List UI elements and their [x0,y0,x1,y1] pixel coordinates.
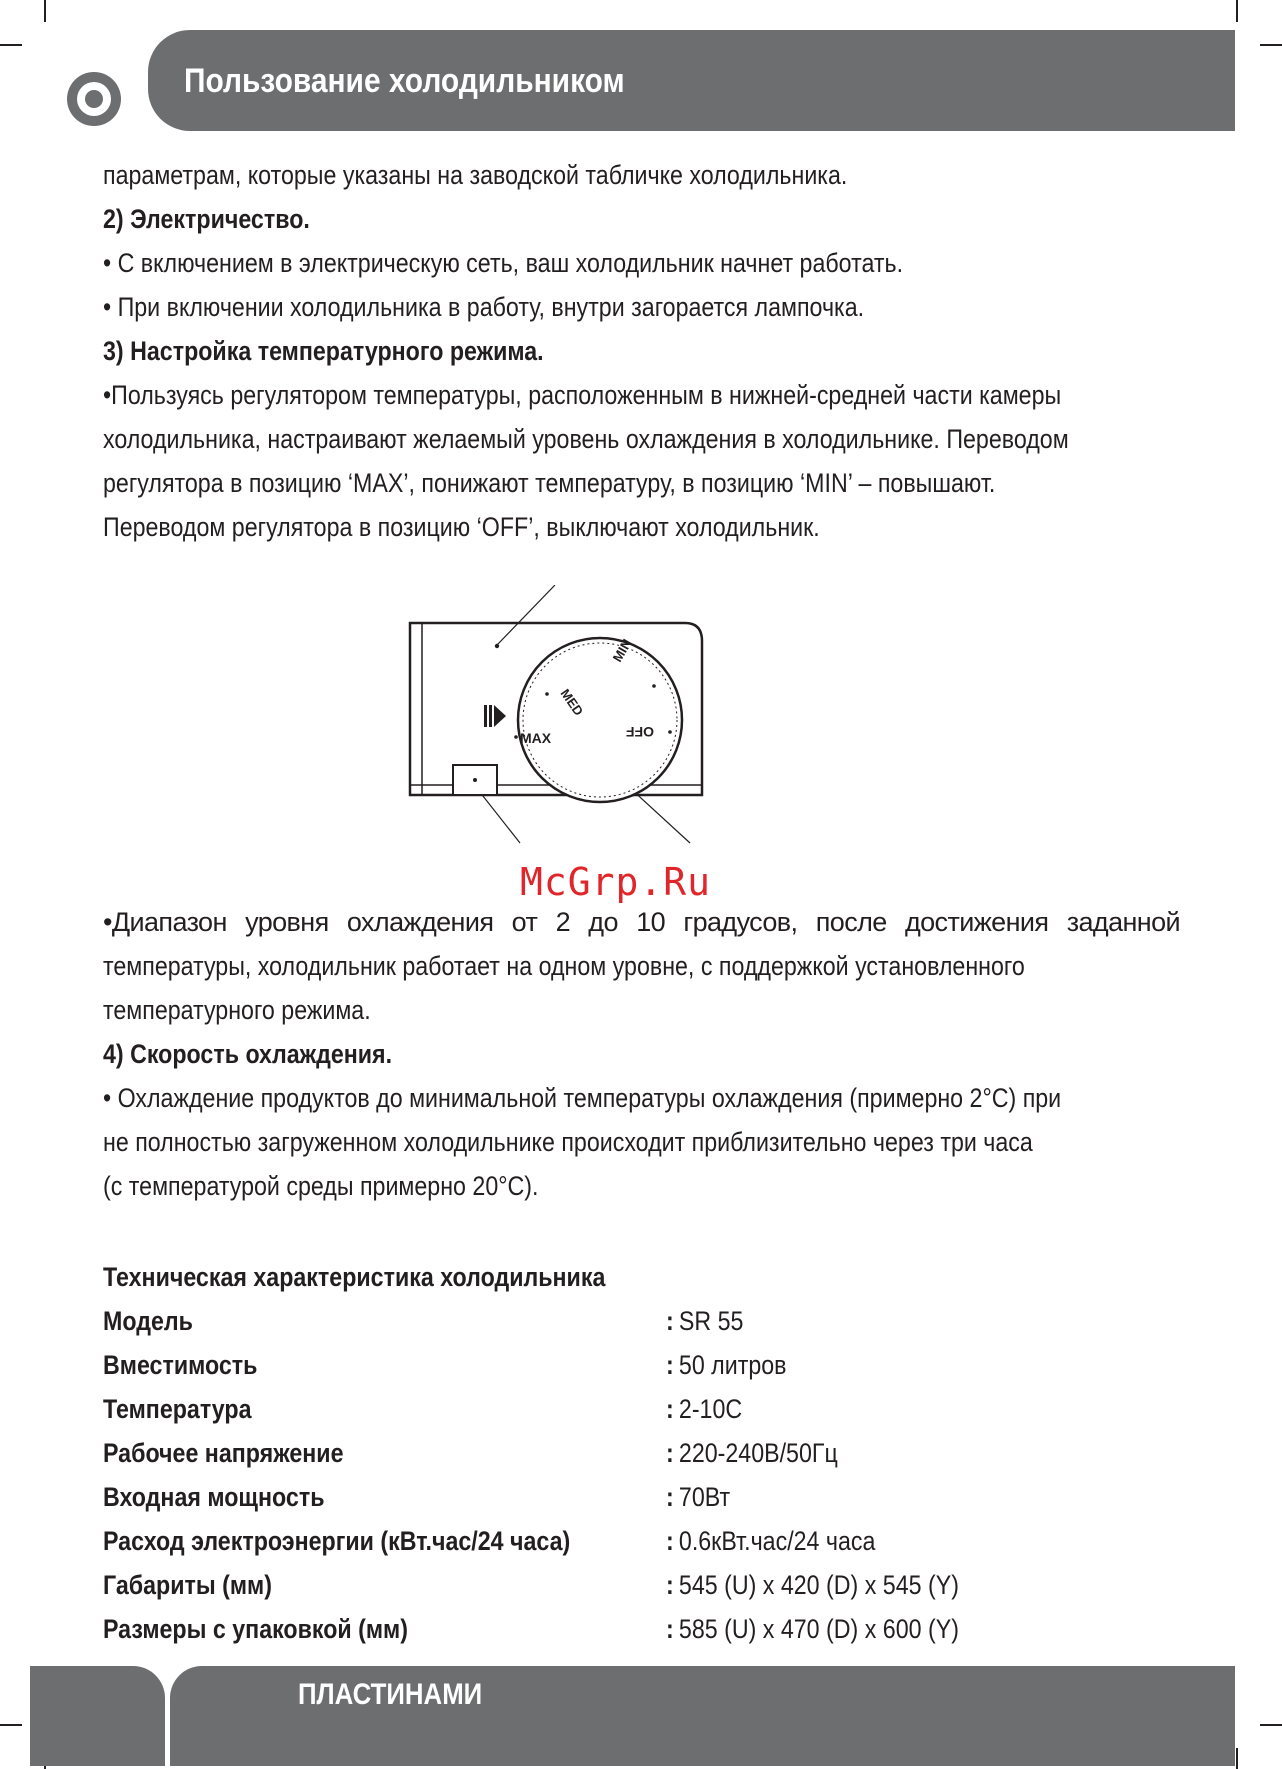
spec-value-wrap [666,1519,875,1563]
spec-value-wrap [666,1343,787,1387]
paragraph-line: •Диапазон уровня охлаждения от 2 до 10 градусов, после достижения заданной [103,907,1180,937]
spec-value-wrap [666,1431,838,1475]
spec-value: 585 (U) x 470 (D) x 600 (Y) [678,1614,959,1644]
footer-section-label: ПЛАСТИНАМИ [298,1678,483,1711]
spec-value: 70Вт [678,1482,731,1512]
spec-value: 50 литров [678,1350,787,1380]
paragraph-line: не полностью загруженном холодильнике происходит приблизительно через три часа [103,1127,1033,1157]
spec-value-wrap [666,1563,959,1607]
spec-row [103,1431,1180,1475]
spec-value: 2-10C [678,1394,743,1424]
spec-colon: : [666,1614,674,1644]
paragraph-line: •Пользуясь регулятором температуры, расположенным в нижней-средней части камеры [103,380,1062,410]
spec-row [103,1519,1180,1563]
spec-value-wrap [666,1475,730,1519]
paragraph-line: (с температурой среды примерно 20°C). [103,1171,539,1201]
crop-mark [0,44,22,46]
page-title: Пользование холодильником [184,62,625,100]
crop-mark [1260,44,1282,46]
paragraph-line: параметрам, которые указаны на заводской табличке холодильника. [103,160,848,190]
spec-key: Рабочее напряжение [103,1438,344,1468]
spec-colon: : [666,1526,674,1556]
spec-value-wrap [666,1387,742,1431]
brand-logo-icon [60,62,130,132]
spec-table [103,1255,1180,1651]
paragraph-line: регулятора в позицию ‘MAX’, понижают температуру, в позицию ‘MIN’ – повышают. [103,468,996,498]
spec-key: Расход электроэнергии (кВт.час/24 часа) [103,1526,571,1556]
section-heading: 3) Настройка температурного режима. [103,336,544,366]
crop-mark [44,0,46,22]
spec-value: 0.6кВт.час/24 часа [678,1526,876,1556]
spec-colon: : [666,1350,674,1380]
spec-row [103,1299,1180,1343]
spec-key: Вместимость [103,1350,258,1380]
spec-row [103,1475,1180,1519]
thermostat-dial-figure [380,585,720,850]
spec-key: Габариты (мм) [103,1570,272,1600]
spec-value: 545 (U) x 420 (D) x 545 (Y) [678,1570,959,1600]
paragraph-line: • Охлаждение продуктов до минимальной температуры охлаждения (примерно 2°C) при [103,1083,1062,1113]
spec-value-wrap [666,1299,743,1343]
watermark: McGrp.Ru [520,860,712,904]
spec-colon: : [666,1570,674,1600]
paragraph-line: Переводом регулятора в позицию ‘OFF’, выключают холодильник. [103,512,820,542]
footer-page-tab [30,1666,165,1766]
spec-key: Модель [103,1306,193,1336]
dial-label-med: MED [557,686,587,719]
spec-key: Входная мощность [103,1482,325,1512]
spec-row [103,1343,1180,1387]
dial-label-max: MAX [520,730,552,746]
dial-label-off: OFF [626,724,654,740]
crop-mark [1236,1748,1238,1769]
body-text-bottom [103,900,1180,1208]
spec-row [103,1563,1180,1607]
spec-key: Температура [103,1394,252,1424]
paragraph-line: • С включением в электрическую сеть, ваш холодильник начнет работать. [103,248,904,278]
spec-colon: : [666,1438,674,1468]
paragraph-line: температурного режима. [103,995,371,1025]
paragraph-line: холодильника, настраивают желаемый уровень охлаждения в холодильнике. Переводом [103,424,1069,454]
spec-colon: : [666,1394,674,1424]
spec-rows [103,1299,1180,1651]
spec-row [103,1387,1180,1431]
spec-value-wrap [666,1607,959,1651]
paragraph-line: • При включении холодильника в работу, внутри загорается лампочка. [103,292,865,322]
spec-colon: : [666,1306,674,1336]
section-heading: 4) Скорость охлаждения. [103,1039,393,1069]
crop-mark [0,1724,22,1726]
paragraph-line: температуры, холодильник работает на одном уровне, с поддержкой установленного [103,951,1025,981]
spec-title: Техническая характеристика холодильника [103,1262,606,1292]
spec-key: Размеры с упаковкой (мм) [103,1614,408,1644]
crop-mark [1260,1724,1282,1726]
spec-value: 220-240В/50Гц [678,1438,838,1468]
spec-row [103,1607,1180,1651]
crop-mark [1236,0,1238,22]
dial-label-min: MIN [609,636,635,665]
section-heading: 2) Электричество. [103,204,310,234]
spec-colon: : [666,1482,674,1512]
body-text-top [103,153,1180,549]
spec-value: SR 55 [678,1306,744,1336]
